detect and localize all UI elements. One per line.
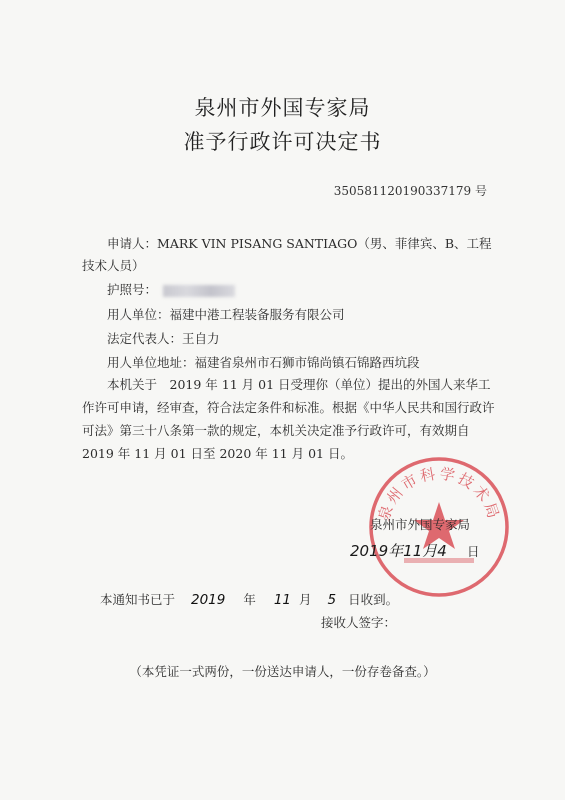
passport-row (82, 280, 235, 298)
applicant-cont: 技术人员） (82, 258, 145, 273)
issue-date-suffix: 日 (467, 544, 480, 559)
receipt-day-label: 日收到。 (348, 592, 399, 607)
employer-label: 用人单位： (107, 307, 170, 322)
address-value: 福建省泉州市石狮市锦尚镇石锦路西坑段 (194, 355, 420, 370)
doc-title-decision: 准予行政许可决定书 (183, 130, 382, 154)
representative-value: 王自力 (182, 331, 220, 346)
receiver-signature-label: 接收人签字： (321, 615, 397, 630)
decision-paragraph: 本机关于 2019 年 11 月 01 日受理你（单位）提出的外国人来华工作许可申请，经审查，符合法定条件和标准。根据《中华人民共和国行政许可法》第三十八条第一款的规定，本机关决定准予行政许可，有效期自 2019 年 11 月 01 日至 2020 年 11 月 01 日。 (82, 377, 495, 461)
receipt-month: 11 (273, 592, 292, 608)
document-number: 350581120190337179 号 (333, 184, 487, 198)
passport-redacted (163, 285, 235, 297)
employer-row (82, 305, 345, 323)
representative-row (82, 329, 220, 347)
address-row (82, 353, 420, 371)
applicant-row (82, 234, 492, 252)
seal-text: 泉州市科学技术局 (374, 464, 504, 524)
receipt-month-label: 月 (299, 592, 312, 607)
receipt-day: 5 (327, 592, 337, 608)
footnote: （本凭证一式两份，一份送达申请人，一份存卷备查。） (129, 664, 436, 679)
handwritten-issue-date: 2019年11月4 (350, 542, 447, 560)
receipt-prefix: 本通知书已于 (100, 592, 176, 607)
passport-label: 护照号： (107, 282, 158, 297)
address-label: 用人单位地址： (107, 355, 195, 370)
representative-label: 法定代表人： (107, 331, 183, 346)
receipt-year: 2019 (191, 592, 226, 608)
employer-value: 福建中港工程装备服务有限公司 (169, 307, 345, 322)
applicant-value: MARK VIN PISANG SANTIAGO（男、菲律宾、B、工程 (157, 236, 492, 251)
receipt-row (100, 590, 398, 608)
applicant-label: 申请人： (107, 236, 158, 251)
receipt-year-label: 年 (243, 592, 256, 607)
doc-title-authority: 泉州市外国专家局 (194, 96, 371, 120)
issuer-name: 泉州市外国专家局 (370, 517, 471, 532)
